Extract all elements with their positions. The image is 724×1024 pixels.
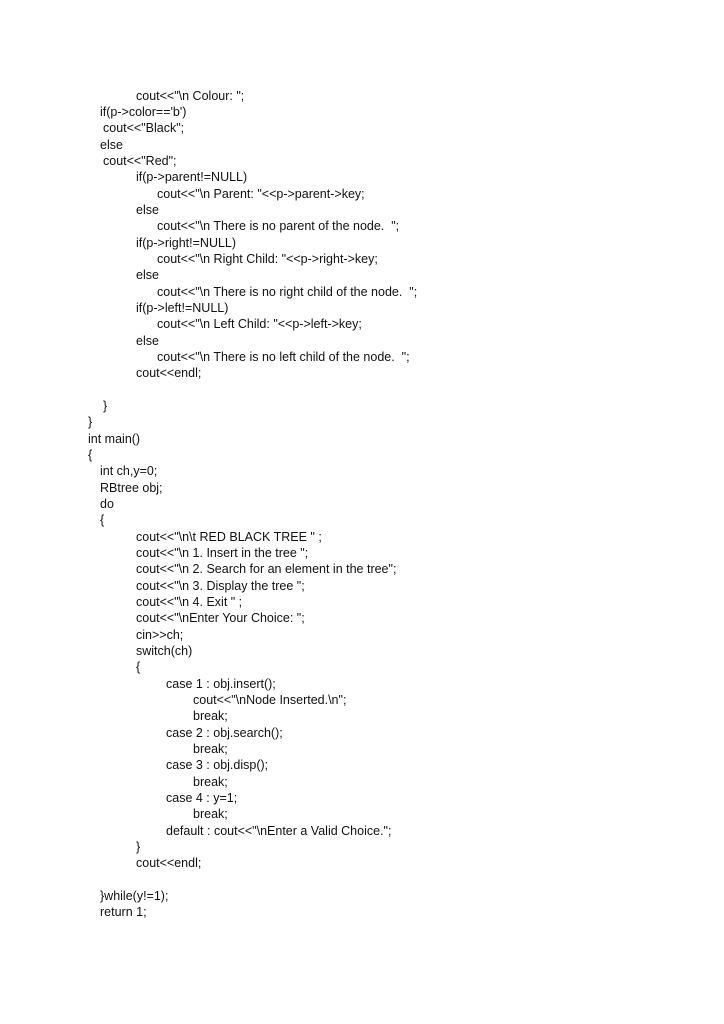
code-line: else	[136, 334, 159, 348]
code-line: if(p->parent!=NULL)	[136, 170, 248, 184]
code-line: {	[88, 448, 93, 462]
code-line: int main()	[88, 432, 141, 446]
code-line: case 2 : obj.search();	[166, 726, 283, 740]
code-line: int ch,y=0;	[100, 464, 158, 478]
code-line: cout<<"Red";	[103, 154, 177, 168]
code-line: cout<<"\n Left Child: "<<p->left->key;	[157, 317, 362, 331]
code-line: break;	[193, 709, 228, 723]
code-line: if(p->color=='b')	[100, 105, 187, 119]
code-line: cout<<"\n 3. Display the tree ";	[136, 579, 305, 593]
code-line: cout<<"\n\t RED BLACK TREE " ;	[136, 530, 322, 544]
code-line: do	[100, 497, 114, 511]
code-line: return 1;	[100, 905, 147, 919]
code-line: cin>>ch;	[136, 628, 184, 642]
code-line: cout<<"\n There is no parent of the node. ";	[157, 219, 400, 233]
code-line: case 1 : obj.insert();	[166, 677, 276, 691]
code-line: else	[136, 268, 159, 282]
code-line: }	[103, 399, 108, 413]
code-line: else	[136, 203, 159, 217]
code-line: cout<<"\n 2. Search for an element in the tree";	[136, 562, 397, 576]
code-line: default : cout<<"\nEnter a Valid Choice.";	[166, 824, 392, 838]
code-line: }	[136, 840, 141, 854]
code-line: cout<<"\n There is no left child of the node. ";	[157, 350, 410, 364]
code-line: {	[136, 660, 141, 674]
code-line: cout<<"\n There is no right child of the node. ";	[157, 285, 418, 299]
code-line: cout<<"\n 4. Exit " ;	[136, 595, 243, 609]
code-line: break;	[193, 775, 228, 789]
code-line: break;	[193, 742, 228, 756]
code-line: if(p->left!=NULL)	[136, 301, 229, 315]
code-line: cout<<endl;	[136, 856, 202, 870]
code-line: {	[100, 513, 105, 527]
code-line: cout<<endl;	[136, 366, 202, 380]
code-line: switch(ch)	[136, 644, 193, 658]
code-line: }	[88, 415, 93, 429]
code-line: cout<<"\nEnter Your Choice: ";	[136, 611, 305, 625]
code-line: if(p->right!=NULL)	[136, 236, 237, 250]
code-line: cout<<"\nNode Inserted.\n";	[193, 693, 347, 707]
code-line: cout<<"Black";	[103, 121, 185, 135]
code-line: }while(y!=1);	[100, 889, 169, 903]
code-line: break;	[193, 807, 228, 821]
code-line: cout<<"\n Right Child: "<<p->right->key;	[157, 252, 378, 266]
code-line: cout<<"\n Parent: "<<p->parent->key;	[157, 187, 365, 201]
code-line: RBtree obj;	[100, 481, 163, 495]
code-line: case 3 : obj.disp();	[166, 758, 269, 772]
code-line: cout<<"\n 1. Insert in the tree ";	[136, 546, 309, 560]
code-line: cout<<"\n Colour: ";	[136, 89, 245, 103]
code-line: case 4 : y=1;	[166, 791, 238, 805]
code-line: else	[100, 138, 123, 152]
